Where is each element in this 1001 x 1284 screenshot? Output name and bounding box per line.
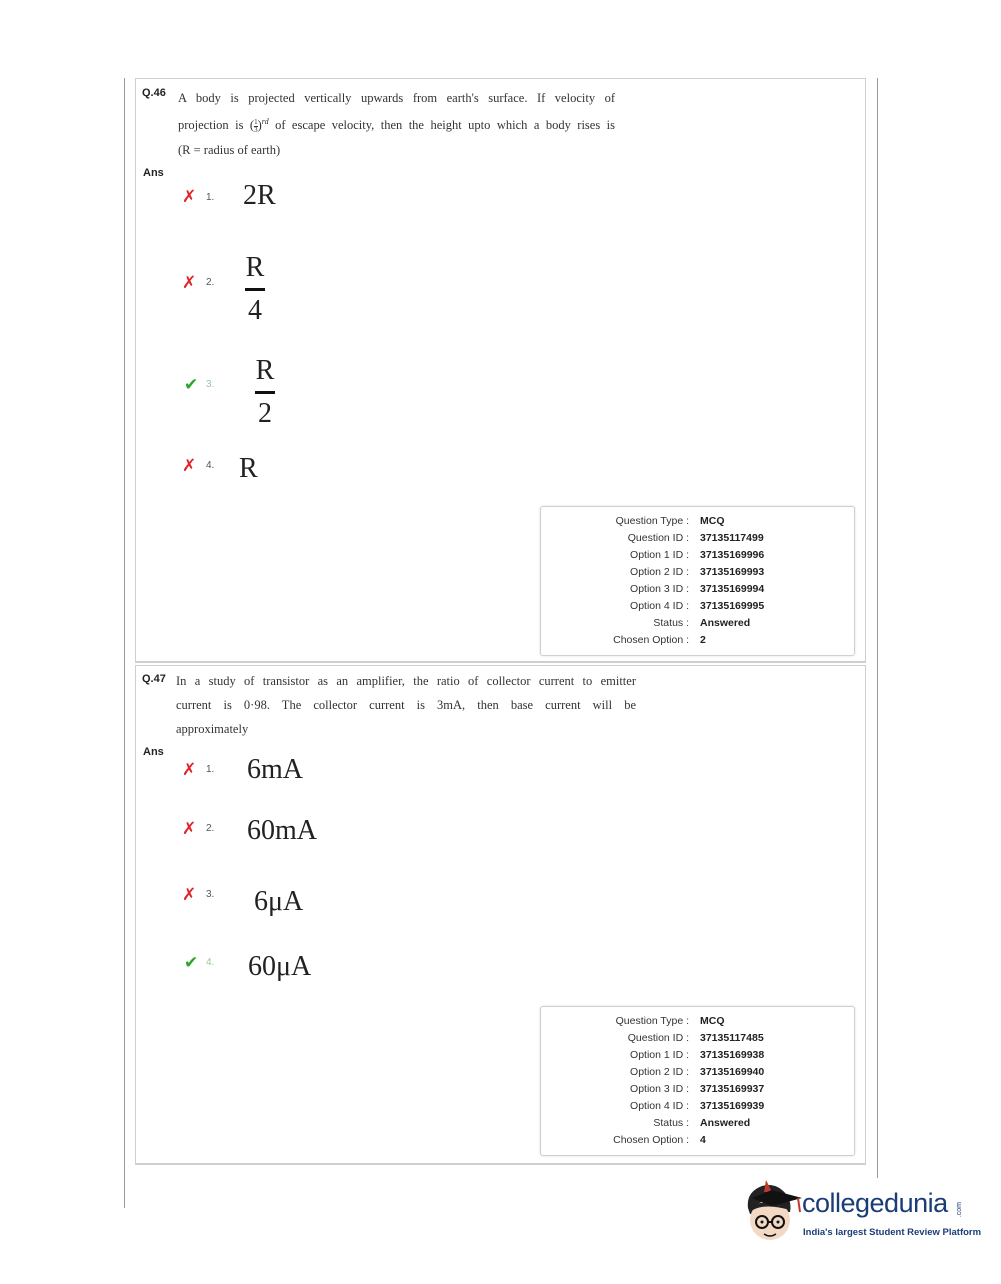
answer-label: Ans bbox=[143, 167, 164, 179]
correct-check-icon: ✔ bbox=[184, 953, 199, 973]
fraction-numerator: R bbox=[245, 252, 265, 283]
correct-check-icon: ✔ bbox=[184, 375, 199, 395]
option-number: 1. bbox=[206, 764, 215, 775]
logo-wordmark: collegedunia bbox=[802, 1188, 948, 1218]
logo-tagline: India's largest Student Review Platform bbox=[803, 1227, 982, 1238]
option-text: 6μA bbox=[254, 886, 304, 917]
option-number: 2. bbox=[206, 277, 215, 288]
option-number: 3. bbox=[206, 889, 215, 900]
option-fraction bbox=[253, 355, 277, 430]
collegedunia-logo bbox=[742, 1178, 982, 1248]
option-number: 4. bbox=[206, 957, 215, 968]
option-text: 60μA bbox=[248, 951, 312, 982]
wrong-mark-icon: ✗ bbox=[182, 885, 197, 905]
fraction-bar bbox=[245, 288, 265, 291]
option-number: 1. bbox=[206, 192, 215, 203]
option-text: 6mA bbox=[247, 754, 303, 785]
question-text-suffix: of escape velocity, then the height upto which a body rises is bbox=[275, 118, 615, 133]
option-text: 60mA bbox=[247, 815, 317, 846]
superscript-rd: rd bbox=[261, 117, 269, 126]
question-text-line: A body is projected vertically upwards from earth's surface. If velocity of bbox=[178, 91, 615, 105]
question-text-line: projection is ( $\frac{1}{3}$ )$^{rd}$ of escape velocity, then the height upto which a body rises is bbox=[178, 117, 615, 134]
question-text-line: current is 0·98. The collector current is 3mA, then base current will be bbox=[176, 698, 636, 712]
question-text bbox=[176, 674, 636, 746]
page-left-border bbox=[124, 78, 125, 1208]
option-number: 4. bbox=[206, 460, 215, 471]
question-text-line: In a study of transistor as an amplifier, the ratio of collector current to emitter bbox=[176, 674, 636, 688]
question-text bbox=[178, 91, 615, 169]
question-number: Q.46 bbox=[142, 87, 166, 99]
question-info-box: Question Type : MCQ Question ID : 37135117485 Option 1 ID : 37135169938 Option 2 ID : 37135169940 Option 3 ID : 37135169937 Option 4 ID : 37135169939 Status : Answered Chosen Option : 4 bbox=[540, 1006, 855, 1156]
question-text-prefix: projection is ( bbox=[178, 118, 255, 133]
fraction-denominator: 2 bbox=[258, 398, 272, 429]
option-number: 3. bbox=[206, 379, 215, 390]
option-text: 2R bbox=[243, 180, 276, 211]
wrong-mark-icon: ✗ bbox=[182, 760, 197, 780]
wrong-mark-icon: ✗ bbox=[182, 819, 197, 839]
question-text-line: (R = radius of earth) bbox=[178, 143, 281, 157]
wrong-mark-icon: ✗ bbox=[182, 187, 197, 207]
wrong-mark-icon: ✗ bbox=[182, 456, 197, 476]
mascot-icon bbox=[742, 1178, 804, 1248]
fraction-numerator: R bbox=[255, 355, 275, 386]
option-number: 2. bbox=[206, 823, 215, 834]
option-text: R bbox=[239, 453, 258, 484]
fraction-bar bbox=[255, 391, 275, 394]
wrong-mark-icon: ✗ bbox=[182, 273, 197, 293]
option-fraction bbox=[243, 252, 267, 327]
question-text-line: approximately bbox=[176, 722, 249, 736]
fraction-one-third: $\frac{1}{3}$ bbox=[254, 117, 258, 134]
page-right-border bbox=[877, 78, 878, 1178]
logo-domain-suffix: .com bbox=[956, 1202, 963, 1218]
question-info-box: Question Type : MCQ Question ID : 37135117499 Option 1 ID : 37135169996 Option 2 ID : 37135169993 Option 3 ID : 37135169994 Option 4 ID : 37135169995 Status : Answered Chosen Option : 2 bbox=[540, 506, 855, 656]
fraction-denominator: 4 bbox=[248, 295, 262, 326]
answer-label: Ans bbox=[143, 746, 164, 758]
question-number: Q.47 bbox=[142, 673, 166, 685]
